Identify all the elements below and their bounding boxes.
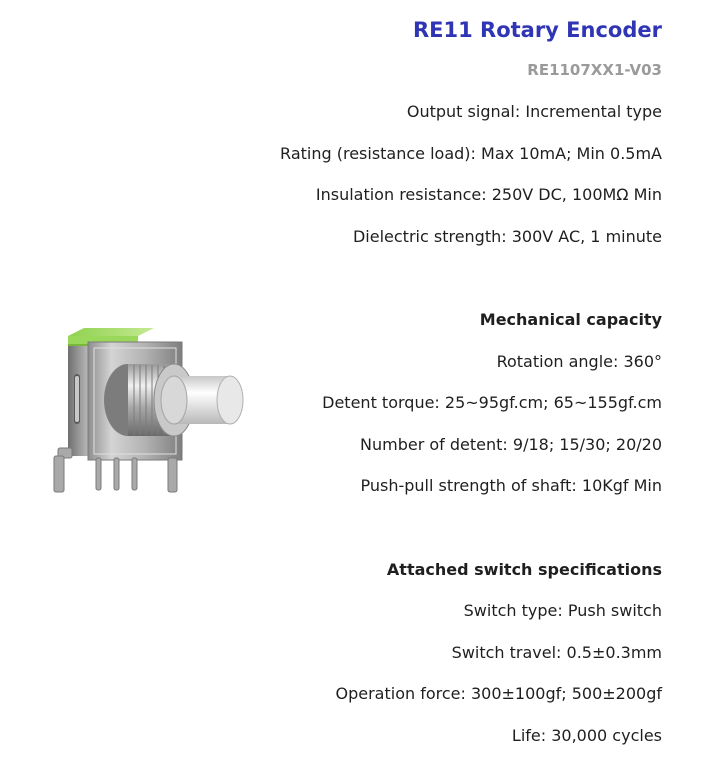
- page-title: RE11 Rotary Encoder: [412, 18, 662, 42]
- spec-rotation-angle: Rotation angle: 360°: [496, 352, 662, 371]
- spec-operation-force: Operation force: 300±100gf; 500±200gf: [335, 684, 662, 703]
- spec-switch-type: Switch type: Push switch: [463, 601, 662, 620]
- spec-dielectric-strength: Dielectric strength: 300V AC, 1 minute: [352, 227, 662, 246]
- spec-rating: Rating (resistance load): Max 10mA; Min 0.5mA: [280, 144, 662, 163]
- switch-heading: Attached switch specifications: [386, 560, 662, 579]
- spec-life: Life: 30,000 cycles: [511, 726, 662, 745]
- spec-push-pull-strength: Push-pull strength of shaft: 10Kgf Min: [360, 476, 662, 495]
- spec-switch-travel: Switch travel: 0.5±0.3mm: [451, 643, 662, 662]
- spec-detent-torque: Detent torque: 25~95gf.cm; 65~155gf.cm: [322, 393, 662, 412]
- spec-number-of-detent: Number of detent: 9/18; 15/30; 20/20: [360, 435, 662, 454]
- rotary-encoder-image: [28, 262, 258, 502]
- mechanical-heading: Mechanical capacity: [479, 310, 662, 329]
- spec-output-signal: Output signal: Incremental type: [406, 102, 662, 121]
- model-number: RE1107XX1-V03: [527, 61, 662, 79]
- spec-insulation-resistance: Insulation resistance: 250V DC, 100MΩ Min: [315, 185, 662, 204]
